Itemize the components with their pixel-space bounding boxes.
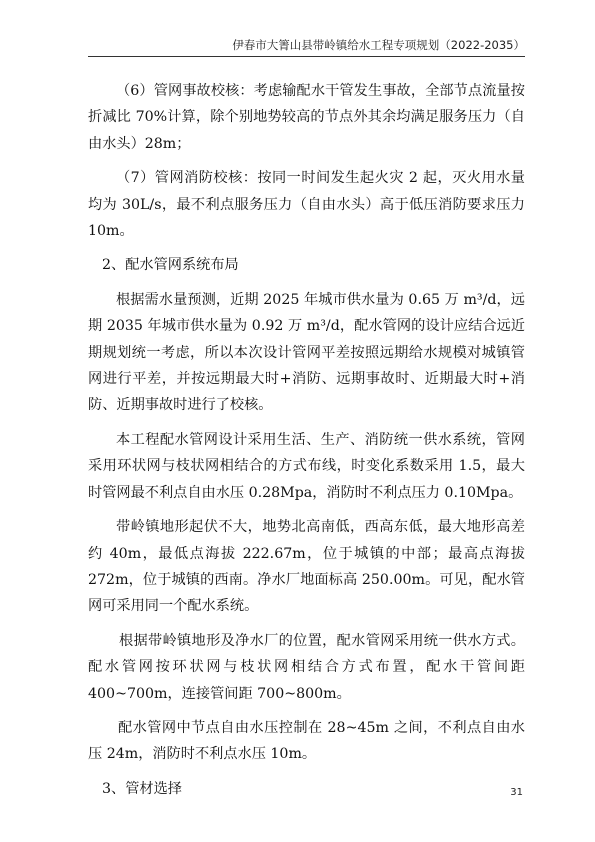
paragraph-pipe-accident-check: （6）管网事故校核：考虑输配水干管发生事故，全部节点流量按折减比 70%计算，除个别地势较高的节点外其余均满足服务压力（自由水头）28m； — [88, 83, 525, 152]
paragraph-network-design: 本工程配水管网设计采用生活、生产、消防统一供水系统，管网采用环状网与枝状网相结合的方式布线，时变化系数采用 1.5，最大时管网最不利点自由水压 0.28Mpa，消防时不利点压力 0.10Mpa。 — [88, 431, 525, 501]
section-heading-pipe-material: 3、管材选择 — [102, 780, 182, 797]
paragraph-node-pressure: 配水管网中节点自由水压控制在 28~45m 之间，不利点自由水压 24m，消防时不利点水压 10m。 — [88, 719, 525, 763]
paragraph-pipe-fire-check: （7）管网消防校核：按同一时间发生起火灾 2 起，灭火用水量均为 30L/s，最不利点服务压力（自由水头）高于低压消防要求压力 10m。 — [88, 170, 525, 240]
paragraph-terrain: 带岭镇地形起伏不大，地势北高南低，西高东低，最大地形高差约 40m，最低点海拔 222.67m，位于城镇的中部；最高点海拔 272m，位于城镇的西南。净水厂地面标高 250.00m。可见，配水管网可采用同一个配水系统。 — [88, 519, 525, 615]
paragraph-demand-forecast: 根据需水量预测，近期 2025 年城市供水量为 0.65 万 m³/d，远期 2035 年城市供水量为 0.92 万 m³/d，配水管网的设计应结合远近期规划统一考虑，所以本次设计管网平差按照远期给水规模对城镇管网进行平差，并按远期最大时+消防、远期事故时、近期最大时+消防、近期事故时进行了校核。 — [88, 291, 525, 414]
paragraph-supply-mode: 根据带岭镇地形及净水厂的位置，配水管网采用统一供水方式。配水管网按环状网与枝状网相结合方式布置，配水干管间距 400~700m，连接管间距 700~800m。 — [88, 632, 525, 702]
document-body — [88, 78, 525, 802]
page-number: 31 — [510, 787, 523, 798]
section-heading-network-layout: 2、配水管网系统布局 — [102, 257, 239, 274]
header-divider — [88, 56, 525, 57]
running-header: 伊春市大箐山县带岭镇给水工程专项规划（2022-2035） — [232, 38, 525, 52]
